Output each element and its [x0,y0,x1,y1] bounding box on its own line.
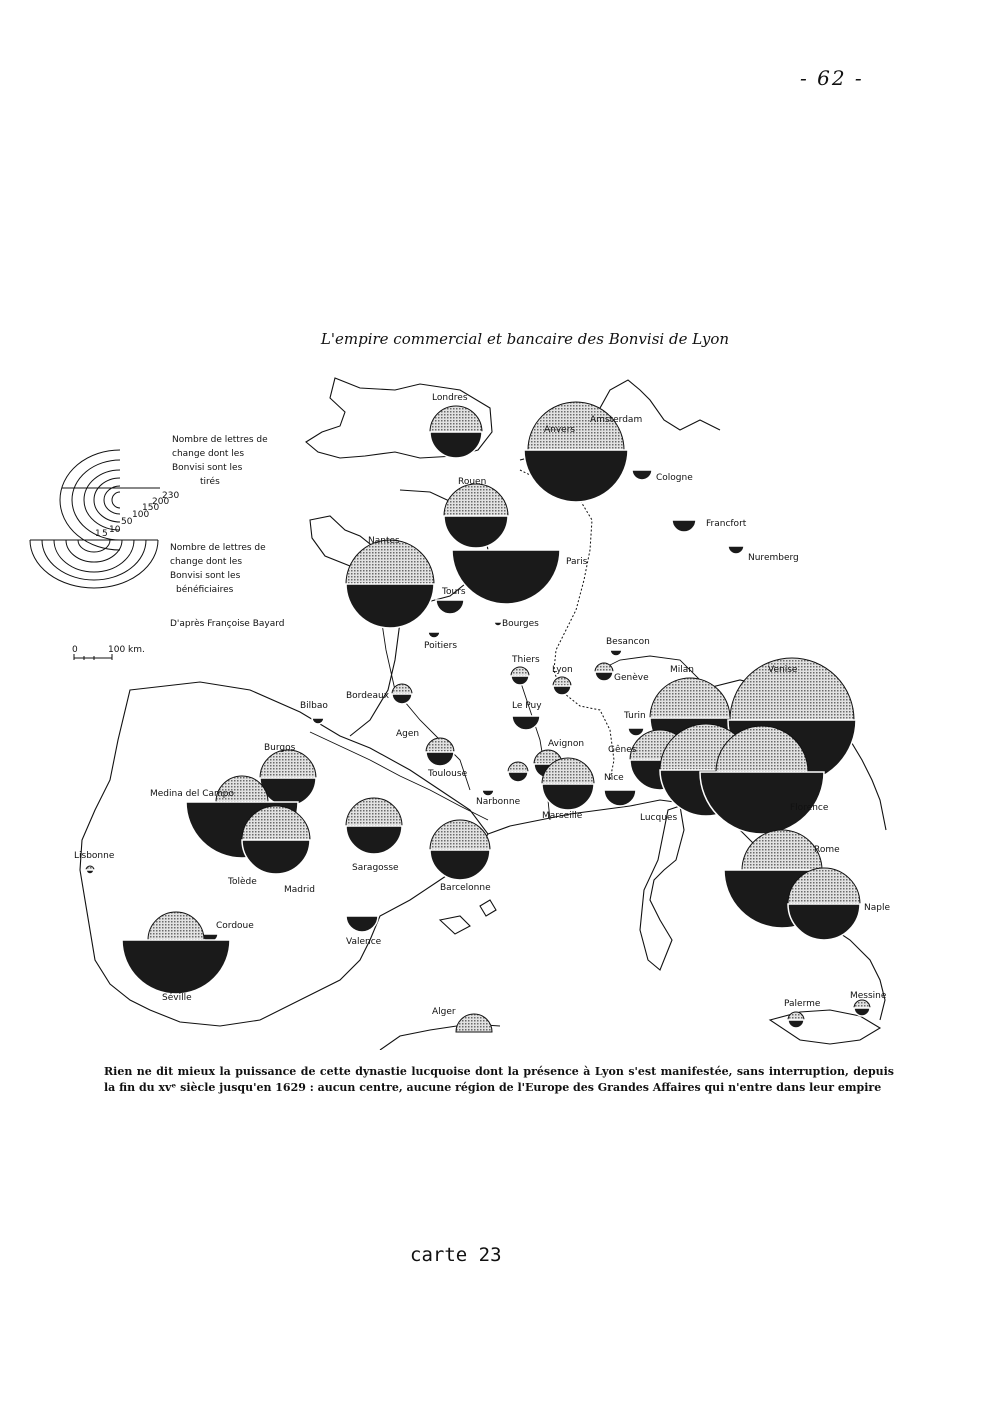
legend-scale-150: 150 [142,503,160,513]
drawn-semicircle-seville [148,912,204,940]
label-florence: Florence [790,803,829,813]
legend-beneficiary-line-4: bénéficiaires [176,585,234,595]
legend [30,435,285,660]
page-number: - 62 - [800,66,864,90]
label-valence: Valence [346,937,382,947]
beneficiary-semicircle-saragosse [346,826,402,854]
symbol-londres [430,406,482,458]
label-venise: Venise [768,665,798,675]
label-marseille: Marseille [542,811,583,821]
label-paris: Paris [566,557,588,567]
beneficiary-semicircle-tolede [242,840,310,874]
symbol-bilbao [312,718,324,724]
label-lyon: Lyon [552,665,573,675]
label-rome: Rome [814,845,840,855]
label-francfort: Francfort [706,519,747,529]
beneficiary-semicircle-thiers [511,676,529,685]
beneficiary-semicircle-toulouse [508,772,528,782]
label-cologne: Cologne [656,473,693,483]
label-madrid: Madrid [284,885,315,895]
symbol-thiers [511,667,529,685]
beneficiary-semicircle-narbonne [482,790,494,796]
drawn-semicircle-saragosse [346,798,402,826]
beneficiary-semicircle-nice [604,790,636,806]
legend-drawn-line-2: change dont les [172,449,245,459]
beneficiary-semicircle-seville [122,940,230,994]
label-agen: Agen [396,729,420,739]
label-tolede: Tolède [228,877,257,887]
label-narbonne: Narbonne [476,797,521,807]
label-barcelonne: Barcelonne [440,883,491,893]
symbol-besancon [610,650,622,656]
legend-drawn-line-3: Bonvisi sont les [172,463,243,473]
legend-scale-230: 230 [162,491,180,501]
label-naple: Naple [864,903,890,913]
label-alger: Alger [432,1007,456,1017]
drawn-semicircle-lyon [553,677,571,686]
drawn-semicircle-toulouse [508,762,528,772]
label-toulouse: Toulouse [428,769,468,779]
symbol-cologne [632,470,652,480]
drawn-semicircle-agen [426,738,454,752]
legend-beneficiary-line-3: Bonvisi sont les [170,571,241,581]
corsica-sardinia [640,806,684,970]
label-londres: Londres [432,393,468,403]
legend-drawn-line-1: Nombre de lettres de [172,435,268,445]
label-burgos: Burgos [264,743,296,753]
label-rouen: Rouen [458,477,487,487]
label-bourges: Bourges [502,619,539,629]
label-amsterdam: Amsterdam [590,415,643,425]
label-nice: Nice [604,773,624,783]
label-anvers: Anvers [544,425,576,435]
legend-drawn-line-4: tirés [200,477,220,487]
beneficiary-semicircle-cologne [632,470,652,480]
label-bordeaux: Bordeaux [346,691,390,701]
symbol-barcelonne [430,820,490,880]
legend-beneficiary-line-2: change dont les [170,557,243,567]
symbol-turin [628,728,644,736]
label-bilbao: Bilbao [300,701,328,711]
city-symbols [86,402,870,1032]
drawn-semicircle-burgos [260,750,316,778]
beneficiary-semicircle-geneve [595,672,613,681]
legend-scale-50: 50 [121,517,133,527]
beneficiary-semicircle-valence [346,916,378,932]
scale-zero: 0 [72,645,78,655]
symbol-toulouse [508,762,528,782]
beneficiary-semicircle-bourges [494,622,502,626]
label-avignon: Avignon [548,739,585,749]
balearics [440,900,496,934]
drawn-semicircle-anvers [528,402,624,450]
beneficiary-semicircle-lisbonne [86,870,94,874]
label-saragosse: Saragosse [352,863,399,873]
beneficiary-semicircle-palerme [788,1020,804,1028]
beneficiary-semicircle-bordeaux [392,694,412,704]
symbol-tolede [242,806,310,874]
beneficiary-semicircle-besancon [610,650,622,656]
symbol-francfort [672,520,696,532]
label-genes: Gênes [608,745,637,755]
legend-beneficiary-line-1: Nombre de lettres de [170,543,266,553]
beneficiary-semicircle-londres [430,432,482,458]
drawn-semicircle-palerme [788,1012,804,1020]
beneficiary-semicircle-agen [426,752,454,766]
symbol-nuremberg [728,546,744,554]
label-besancon: Besancon [606,637,650,647]
label-nuremberg: Nuremberg [748,553,799,563]
drawn-semicircle-messine [854,1000,870,1008]
symbol-paris [452,550,560,604]
map-number-label: carte 23 [410,1244,502,1266]
label-messine: Messine [850,991,887,1001]
drawn-semicircle-nantes [346,540,434,584]
label-lisbonne: Lisbonne [74,851,115,861]
symbol-marseille [542,758,594,810]
beneficiary-semicircle-nuremberg [728,546,744,554]
drawn-semicircle-milan [650,678,730,718]
beneficiary-semicircle-rouen [444,516,508,548]
label-milan: Milan [670,665,694,675]
beneficiary-semicircle-nantes [346,584,434,628]
symbol-naple [788,868,860,940]
legend-drawn-semicircles [60,450,160,550]
label-thiers: Thiers [512,655,540,665]
beneficiary-semicircle-bilbao [312,718,324,724]
beneficiary-semicircle-barcelonne [430,850,490,880]
symbol-poitiers [428,632,440,638]
legend-source: D'après Françoise Bayard [170,619,285,629]
drawn-semicircle-alger [456,1014,492,1032]
legend-scale-5: 5 [102,529,108,539]
drawn-semicircle-londres [430,406,482,432]
legend-scale-10: 10 [109,525,121,535]
beneficiary-semicircle-paris [452,550,560,604]
beneficiary-semicircle-lyon [553,686,571,695]
symbol-messine [854,1000,870,1016]
symbol-nantes [346,540,434,628]
legend-scale-200: 200 [152,497,170,507]
symbol-saragosse [346,798,402,854]
beneficiary-semicircle-tours [436,600,464,614]
symbol-valence [346,916,378,932]
symbol-lisbonne [86,866,94,874]
drawn-semicircle-bordeaux [392,684,412,694]
map-caption: Rien ne dit mieux la puissance de cette dynastie lucquoise dont la présence à Lyon s'est manifestée, sans interruption, depuis la fin du xvᵉ siècle jusqu'en 1629 : aucun centre, aucune région de l'Europe des Grandes Affaires qui n'entre dans leur empire [104,1065,894,1094]
label-tours: Tours [442,587,466,597]
symbol-geneve [595,663,613,681]
label-cordoue: Cordoue [216,921,254,931]
label-nantes: Nantes [368,536,400,546]
symbol-bourges [494,622,502,626]
beneficiary-semicircle-marseille [542,784,594,810]
symbol-tours [436,600,464,614]
label-poitiers: Poitiers [424,641,458,651]
label-lucques: Lucques [640,813,678,823]
symbol-nice [604,790,636,806]
beneficiary-semicircle-poitiers [428,632,440,638]
symbol-lyon [553,677,571,695]
symbol-palerme [788,1012,804,1028]
beneficiary-semicircle-turin [628,728,644,736]
symbol-bordeaux [392,684,412,704]
map-title: L'empire commercial et bancaire des Bonvisi de Lyon [320,330,730,348]
beneficiary-semicircle-naple [788,904,860,940]
drawn-semicircle-rouen [444,484,508,516]
label-medina-del-campo: Medina del Campo [150,789,234,799]
beneficiary-semicircle-anvers [524,450,628,502]
legend-scale-1: 1 [95,529,101,539]
scale-bar [74,654,112,660]
label-geneve: Genève [614,673,649,683]
label-le-puy: Le Puy [512,701,542,711]
drawn-semicircle-rome [742,830,822,870]
drawn-semicircle-thiers [511,667,529,676]
legend-scale-100: 100 [132,510,150,520]
symbol-seville [122,912,230,994]
beneficiary-semicircle-francfort [672,520,696,532]
label-seville: Séville [162,993,192,1003]
bonvisi-map [0,360,1000,1050]
symbol-rouen [444,484,508,548]
label-turin: Turin [624,711,646,721]
symbol-burgos [260,750,316,806]
scale-distance: 100 km. [108,645,145,655]
label-palerme: Palerme [784,999,821,1009]
symbol-agen [426,738,454,766]
symbol-alger [456,1014,492,1032]
legend-beneficiary-semicircles [30,540,158,588]
symbol-narbonne [482,790,494,796]
